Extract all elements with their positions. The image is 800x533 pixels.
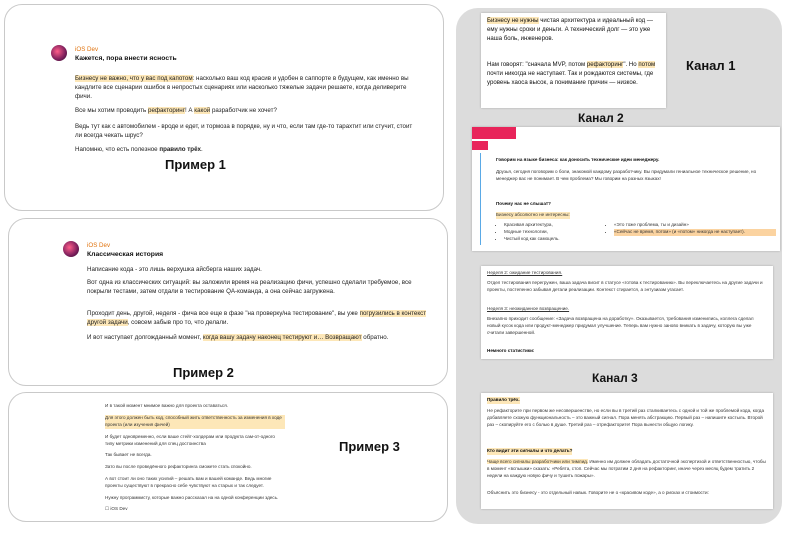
post-paragraph-2: Все мы хотим проводить рефакторинг! А какой разработчик не хочет?: [75, 107, 277, 114]
post-line: Так бывает не всегда.: [105, 452, 152, 458]
section-heading: Неделя 3: неожиданное возвращение.: [487, 306, 570, 311]
channel-2-list-right: [606, 222, 776, 236]
post-line: И будет одновременно, если ваше стейт-холдерам или продукта сам-от-одного типу метрики изменений для спец достоинства: [105, 433, 275, 446]
section-heading: Неделя 2: ожидание тестирования.: [487, 270, 563, 275]
post-footer: ☐ iOS Dev: [105, 505, 128, 511]
post-text-block: [105, 403, 285, 513]
section-question: Кто видит эти сигналы и что делать?: [487, 448, 573, 453]
channel-2-label: Канал 2: [578, 111, 624, 125]
section-text: Чаще всего сигналы разработчики или тимлид. Именно им должен обладать достаточной экспертизой и ответственностью, чтобы в момент «вспышки» сказать: «Ребята, стоп. Сейчас мы потратим 2 дня на рефакторинг, иначе через месяц будем тратить 2 недели на каждую новую фичу и тушить пожары».: [487, 459, 766, 478]
channel-3-screenshot-1: [481, 266, 773, 359]
list-item: • «Это тоже проблема, ты и дизайн»: [614, 222, 776, 229]
example-3-card: [8, 392, 448, 522]
post-title: Кажется, пора внести ясность: [75, 55, 177, 62]
channel-2-question: Почему нас не слышат?: [496, 201, 551, 206]
post-paragraph-4: Напомню, что есть полезное правило трёх.: [75, 146, 203, 153]
section-heading: Немного статистики:: [487, 348, 535, 353]
post-line: Нужну программисту, которые важно рассказал на на одной конференции здесь.: [105, 495, 279, 501]
link-icon: ☐: [105, 505, 111, 511]
redacted-bar: [472, 127, 516, 139]
channel-1-label: Канал 1: [686, 58, 736, 73]
section-text: Не рефакторите при первом же несовершенстве, но если вы в третий раз сталкиваетесь с одной и той же проблемой кода, когда добавляете схожую функциональность – это важный сигнал. Пора менять абстракцию. Первый раз – напишите костыль. Второй раз – скопируйте его с болью в душе. Третий раз – отрефакторите! Пора вынести общую логику.: [487, 408, 765, 427]
example-1-card: [4, 4, 444, 211]
redacted-bar: [472, 141, 488, 150]
list-item: • «Сейчас не время, потом» (и «потом» никогда не наступает).: [614, 229, 776, 236]
channel-2-list-left: [496, 222, 592, 243]
channel-2-screenshot: [472, 127, 780, 251]
post-paragraph-4: И вот наступает долгожданный момент, когда вашу задачу наконец тестируют и… Возвращают обратно.: [87, 334, 389, 341]
quote-line: [480, 153, 481, 245]
post-line: А вот стоит ли оно таких усилий – решать вам и вашей команде. Ведь многие проекты существуют в прекрасно себе чувствуют на старых и так следует.: [105, 476, 272, 489]
channel-1-paragraph-1: Бизнесу не нужны чистая архитектура и идеальный код — ему нужны сроки и деньги. А технический долг — это уже наша боль, инженеров.: [487, 17, 653, 42]
section-heading: Правило трёх.: [487, 397, 520, 402]
post-paragraph-1: Бизнесу не важно, что у вас под капотом: насколько ваш код красив и удобен в саппорте в будущем, как именно вы кандлите все сценарии ошибок в непростых сценариях или насколько тяжелые задачи решаете, когда деливерите фичи.: [75, 75, 409, 100]
example-2-card: [8, 218, 448, 386]
post-paragraph-3: Ведь тут как с автомобилем - вроде и едет, и тормоза в порядке, ну и что, если там где-то тарахтит или стучит, стоит ли всегда чекать шрус?: [75, 123, 413, 139]
channel-1-paragraph-2: Нам говорят: "сначала MVP, потом рефакторинг". Но потом почти никогда не наступает. Так и рождаются системы, где уровень хаоса высок, а понимание причин — низкое.: [487, 61, 656, 86]
channel-3-label: Канал 3: [592, 371, 638, 385]
channel-avatar: [51, 45, 67, 61]
post-line-highlight: Для этого должен быть код, способный жить ответственность за изменения в ходе проекта (или изучения фичей): [105, 415, 285, 429]
channel-2-highlight: Бизнесу абсолютно не интересны:: [496, 212, 570, 217]
channel-2-title: Говорим на языке бизнеса: как доносить технические идеи менеджеру.: [496, 157, 660, 162]
list-item: • Красивая архитектура,: [504, 222, 592, 229]
section-text: Объяснить это бизнесу - это отдельный навык. Говорите не о «красивом коде», а о рисках и стоимости:: [487, 490, 709, 495]
highlight: Бизнесу не важно, что у вас под капотом: [75, 75, 193, 82]
post-title: Классическая история: [87, 251, 164, 258]
example-1-label: Пример 1: [165, 157, 226, 172]
channel-3-screenshot-2: [481, 393, 773, 509]
channel-2-paragraph: Друзья, сегодня поговорим о боли, знакомой каждому разработчику. Вы придумали гениальное техническое решение, но менеджер вас не понимает. В чем проблема? Мы говорим на разных языках!: [496, 169, 757, 181]
example-2-label: Пример 2: [173, 365, 234, 380]
post-paragraph-2: Вот одна из классических ситуаций: вы заложили время на реализацию фичи, успешно сделали требуемое, все покрыли тестами, затем отдали в тестирование QA-команда, а она сейчас загружена.: [87, 279, 412, 295]
post-author: iOS Dev: [87, 242, 111, 249]
post-paragraph-3: Проходит день, другой, неделя - фича все еще в фазе "на проверку/на тестирование", вы уже погрузились в контекст другой задачи, совсем забыв про то, что делали.: [87, 310, 427, 326]
post-paragraph-1: Написание кода - это лишь верхушка айсберга наших задач.: [87, 266, 262, 273]
post-author: iOS Dev: [75, 46, 99, 53]
post-line: Зато вы после проведённого рефакторинга сможете стать спокойно.: [105, 464, 252, 470]
list-item: • Модные технологии,: [504, 229, 592, 236]
channel-avatar: [63, 241, 79, 257]
section-text: Отдел тестирования перегружен, ваша задача висит в статусе «готова к тестированию». Вы переключаетесь на другие задачи и проекты, постепенно забывая детали реализации. Контекст стирается, а энтузиазм угасает.: [487, 280, 763, 292]
list-item: • Чистый код как самоцель.: [504, 236, 592, 243]
channel-1-screenshot: [481, 13, 666, 108]
section-text: Внезапно приходит сообщение: «Задача возвращена на доработку». Оказывается, требования изменились, коллега сделал новый кусок кода или продукт-менеджер придумал улучшение. Теперь вам нужно заново вникать в задачу, которую вы уже считали завершенной.: [487, 316, 754, 335]
post-line: И в такой момент мнимое важно для проекта оставаться.: [105, 403, 228, 408]
example-3-label: Пример 3: [339, 439, 400, 454]
